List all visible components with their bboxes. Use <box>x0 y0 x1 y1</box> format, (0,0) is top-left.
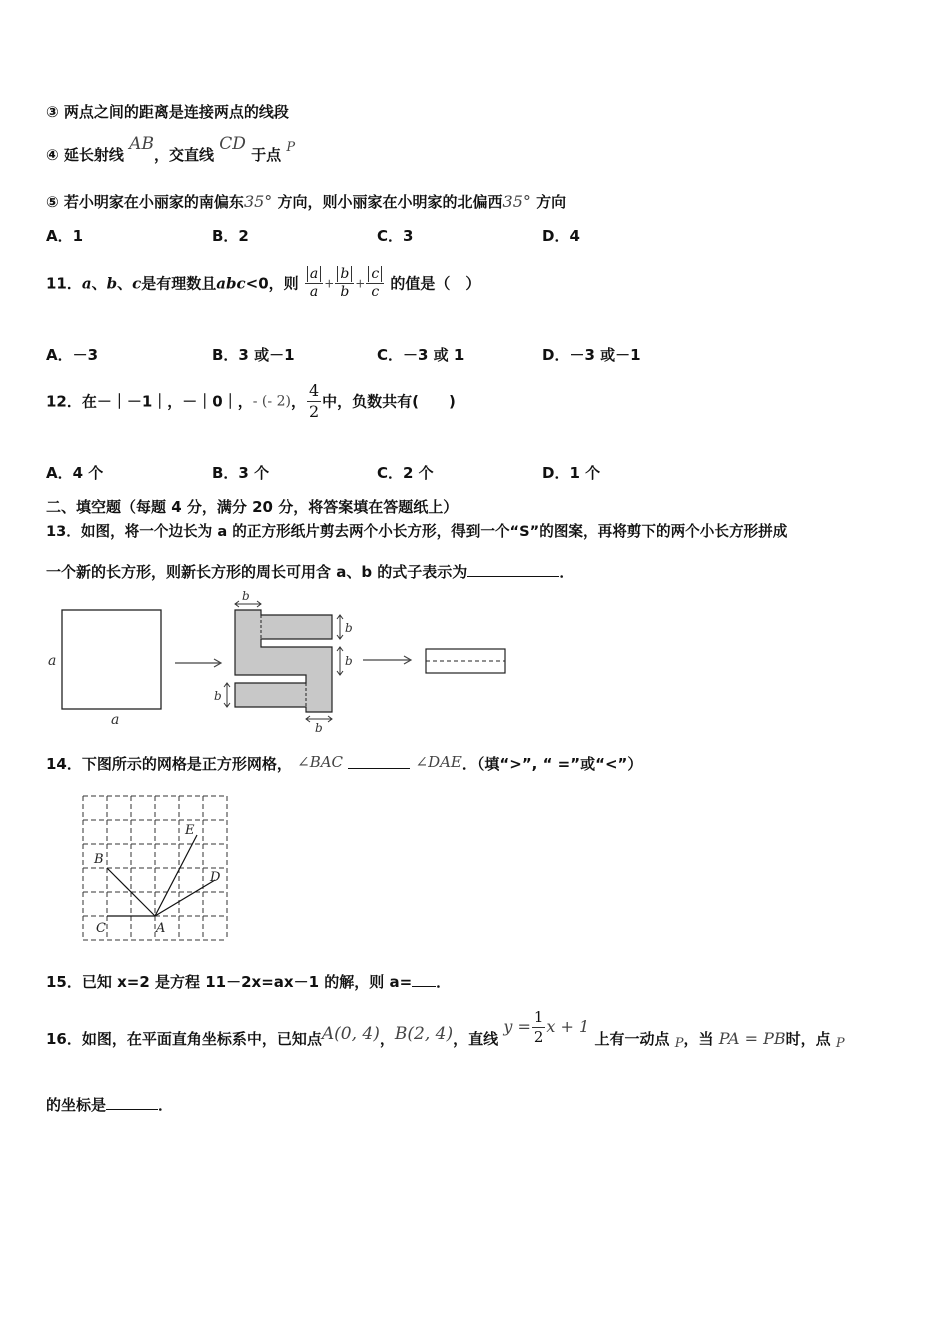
label-b-bottom: b <box>315 721 323 735</box>
point-p: P <box>286 140 296 155</box>
arrow-right-icon <box>363 656 411 664</box>
expr-neg-neg-2: - (- 2) <box>252 393 291 410</box>
section-2-heading: 二、填空题（每题 4 分，满分 20 分，将答案填在答题纸上） <box>46 498 459 516</box>
q16-stem: 16．如图，在平面直角坐标系中，已知点A(0, 4)，B(2, 4)，直线 y = $\frac{1}{2}$ x + 1 上有一动点 P，当 PA = PB时，点 P <box>46 1017 845 1063</box>
ray-ab: AB <box>129 134 154 154</box>
q14-answer-blank[interactable] <box>348 752 410 769</box>
point-b-coords: B(2, 4) <box>394 1024 454 1044</box>
label-b-right-1: b <box>345 621 353 635</box>
q10-option-b: B．2 <box>212 227 249 245</box>
fraction-abs-a-over-a: $\frac{a}{a}$ <box>305 266 323 301</box>
q12-option-c: C．2 个 <box>377 464 434 482</box>
fraction-abs-b-over-b: $\frac{b}{b}$ <box>335 266 354 301</box>
point-b-label: B <box>94 852 104 867</box>
q12-option-b: B．3 个 <box>212 464 270 482</box>
q11-option-a: A．－3 <box>46 346 99 364</box>
label-b-right-2: b <box>345 654 353 668</box>
dimension-b-right-1 <box>337 615 343 639</box>
line-cd: CD <box>219 134 246 154</box>
point-e-label: E <box>185 823 195 838</box>
q15-answer-blank[interactable] <box>412 970 436 987</box>
dimension-b-right-2 <box>337 647 343 675</box>
q12-stem: 12．在－｜－1｜，－｜0｜，- (- 2)， $\frac{4}{2}$ 中，负数共有( ) <box>46 381 456 421</box>
s-shape <box>235 610 332 712</box>
q13-line-1: 13．如图，将一个边长为 a 的正方形纸片剪去两个小长方形，得到一个“S”的图案，再将剪下的两个小长方形拼成 <box>46 523 788 540</box>
label-a-bottom: a <box>111 712 120 728</box>
q11-option-c: C．－3 或 1 <box>377 346 465 364</box>
q13-figure <box>40 590 520 740</box>
q16-answer-blank[interactable] <box>106 1093 158 1110</box>
q10-statement-5: ⑤ 若小明家在小丽家的南偏东35° 方向，则小丽家在小明家的北偏西35° 方向 <box>46 192 567 211</box>
square-a <box>62 610 161 709</box>
q11-option-b: B．3 或－1 <box>212 346 295 364</box>
q16-line-2: 的坐标是 ． <box>46 1093 173 1115</box>
q11-option-d: D．－3 或－1 <box>542 346 641 364</box>
fraction-4-over-2: $\frac{4}{2}$ <box>308 381 320 421</box>
q11-stem: 11．a、b、c是有理数且abc<0，则 $\frac{a}{a}$ + $\frac{b}{b}$ + $\frac{c}{c}$ 的值是（ ） <box>46 266 481 300</box>
label-b-left: b <box>214 689 222 703</box>
label-b-top: b <box>242 589 250 603</box>
fraction-abs-c-over-c: $\frac{c}{c}$ <box>366 266 384 301</box>
line-equation: y = $\frac{1}{2}$ x + 1 <box>503 1008 590 1046</box>
q12-option-d: D．1 个 <box>542 464 601 482</box>
angle-rays <box>107 835 215 916</box>
q13-answer-blank[interactable] <box>467 560 559 577</box>
angle-bac: ∠BAC <box>297 753 344 771</box>
q10-option-d: D．4 <box>542 227 580 245</box>
point-a-label: A <box>156 921 166 936</box>
label-a-side: a <box>48 653 57 669</box>
q13-line-2: 一个新的长方形，则新长方形的周长可用含 a、b 的式子表示为 ． <box>46 560 574 582</box>
q10-option-a: A．1 <box>46 227 84 245</box>
q15-stem: 15．已知 x=2 是方程 11－2x=ax－1 的解，则 a= ． <box>46 970 451 992</box>
q10-statement-3: ③ 两点之间的距离是连接两点的线段 <box>46 103 289 121</box>
q10-statement-4: ④ 延长射线 AB，交直线 CD 于点 P <box>46 134 296 164</box>
q14-grid-figure <box>70 782 240 952</box>
point-a-coords: A(0, 4) <box>321 1024 380 1044</box>
condition-pa-eq-pb: PA = PB <box>718 1029 786 1048</box>
point-c-label: C <box>96 921 106 936</box>
point-d-label: D <box>210 870 221 885</box>
new-rectangle <box>426 649 505 673</box>
dimension-b-left <box>224 683 230 707</box>
q10-option-c: C．3 <box>377 227 414 245</box>
q12-option-a: A．4 个 <box>46 464 104 482</box>
arrow-right-icon <box>175 659 221 667</box>
angle-dae: ∠DAE <box>415 753 462 771</box>
square-grid <box>83 796 227 940</box>
q14-stem: 14．下图所示的网格是正方形网格， ∠BAC ∠DAE．（填“>”, “ =”或“<”） <box>46 753 643 773</box>
